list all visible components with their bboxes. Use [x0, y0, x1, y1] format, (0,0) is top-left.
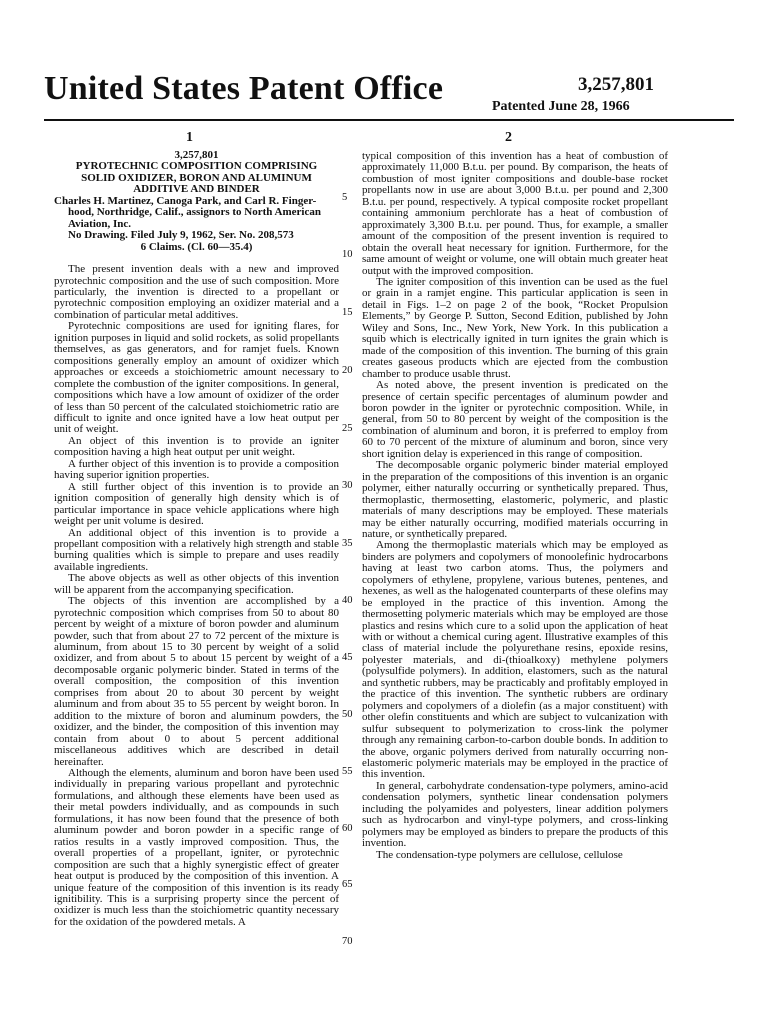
column-number-right: 2 — [505, 130, 512, 145]
paragraph: A further object of this invention is to provide a composition having superior ignition properties. — [54, 457, 339, 482]
paragraph: Among the thermoplastic materials which may be employed as binders are polymers and copolymers of monoolefinic hydrocarbons having at least two carbon atoms. Thus, the polymers and copolymers of ethylene, propylene, various butenes, pentenes, and hexenes, as well as the halogenated counterparts of these olefins may be employed in the practice of this invention. Among the thermosetting polymeric materials which may be employed are those plastics and resins which cure to a solid upon the application of heat with or without a chemical curing agent. Illustrative examples of this class of material include the polyurethane resins, epoxide resins, polyester materials, and di-(thioalkoxy) methylene polymers (polysulfide polymers). In addition, elastomers, such as the natural and synthetic rubbers, may be practicably and profitably employed in the practice of this invention. The synthetic rubbers are ordinary polymers and copolymers of a diolefin (as a major constituent) with other olefin constituents and which are subject to vulcanization with sulfur subsequent to polymerization to cross-link the polymer through any remaining carbon-to-carbon double bonds. In addition to the above, organic polymers derived from naturally occurring non-elastomeric polymeric materials may be employed in the practice of this invention. — [362, 539, 668, 781]
patent-number: 3,257,801 — [578, 74, 654, 95]
patent-header — [54, 150, 339, 196]
line-number: 55 — [342, 766, 353, 777]
paragraph: The above objects as well as other objects of this invention will be apparent from the accompanying specification. — [54, 572, 339, 596]
paragraph: In general, carbohydrate condensation-type polymers, amino-acid condensation polymers, synthetic linear condensation polymers including the polyamides and polyesters, linear addition polymers such as hydrocarbon and vinyl-type polymers, and cross-linking polymers may be employed as binders to prepare the products of this invention. — [362, 779, 668, 850]
line-number: 30 — [342, 480, 353, 491]
inventors-line: Charles H. Martinez, Canoga Park, and Carl R. Finger- — [54, 194, 317, 207]
paragraph: typical composition of this invention has a heat of combustion of approximately 11,000 B.t.u. per pound. By comparison, the heats of combustion of most igniter compositions and double-base rocket propellants now in use are about 3,000 B.t.u. per pound and 2,300 B.t.u. per pound, respectively. A typical composite rocket propellant containing ammonium perchlorate has a heat of combustion of approximately 3,300 B.t.u. per pound. Thus, for example, a smaller amount of the composition of the present invention is required to obtain the overall heat necessary for ignition. Furthermore, for the same amount of weight or volume, one will obtain much greater heat output with the improved composition. — [362, 150, 668, 277]
filing-line: No Drawing. Filed July 9, 1962, Ser. No. 208,573 — [68, 229, 294, 242]
inventors-line: Aviation, Inc. — [68, 217, 132, 230]
line-number: 35 — [342, 538, 353, 549]
paragraph: An additional object of this invention is to provide a propellant composition with a relatively high strength and stable burning qualities which is simple to prepare and uses readily available ingredients. — [54, 526, 339, 573]
line-number: 5 — [342, 192, 348, 203]
column-number-left: 1 — [186, 130, 193, 145]
office-title: United States Patent Office — [44, 70, 444, 107]
paragraph: The igniter composition of this invention can be used as the fuel or grain in a ramjet engine. This particular application is seen in detail in Figs. 1–2 on page 2 of the book, “Rocket Propulsion Elements,” by George P. Sutton, Second Edition, published by John Wiley and Sons, Inc., New York, New York. In this publication a squib which is electrically ignited in turn ignites the grain which is made of the composition of this invention. The burning of this grain creates gaseous products which are ejected from the combustion chamber to produce usable thrust. — [362, 275, 668, 380]
line-number: 70 — [342, 936, 353, 947]
paragraph: The decomposable organic polymeric binder material employed in the preparation of the compositions of this invention is an organic polymer, either naturally occurring or synthetically prepared. Thus, thermoplastic, thermosetting, elastomeric, polymeric, and plastic materials of many descriptions may be employed. These materials may be either naturally occurring, modified materials occurring in nature, or synthetically prepared. — [362, 459, 668, 540]
paragraph: The objects of this invention are accomplished by a pyrotechnic composition which comprises from 50 to about 80 percent by weight of a mixture of boron powder and aluminum powder, such that from about 27 to 72 percent of the mixture is aluminum, from about 15 to 30 percent by weight of a solid oxidizer, and from about 5 to about 15 percent by weight of a decomposable organic polymeric binder. Stated in terms of the overall composition, the composition of this invention comprises from about 20 to about 30 percent by weight aluminum and from about 35 to 55 percent by weight boron. In addition to the mixture of boron and aluminum powders, the oxidizer, and the binder, the composition of this invention may contain from about 0 to about 5 percent additional miscellaneous additives which are described in detail hereinafter. — [54, 595, 339, 768]
paragraph: As noted above, the present invention is predicated on the presence of certain specific percentages of aluminum powder and boron powder in the igniter or pyrotechnic composition. While, in general, from 50 to 80 percent by weight of the composition is the combination of aluminum and boron, it is preferred to employ from 60 to 70 percent of the mixture of aluminum and boron, since very short ignition delay is experienced in this range of composition. — [362, 379, 668, 460]
paragraph: Although the elements, aluminum and boron have been used individually in preparing various propellant and pyrotechnic formulations, and although these elements have been used as their metal powders individually, and as compounds in such formulations, it has now been found that the presence of both aluminum powder and boron powder in a specific range of ratios results in a vastly improved composition. Thus, the overall properties of a propellant, igniter, or pyrotechnic composition are such that a highly synergistic effect of greater heat output is produced by the composition of this invention. A unique feature of the composition of this invention is its ready ignitibility. This is a surprising property since the percent of oxidizer is much less than the stoichiometric quantity necessary for the oxidation of the powdered metals. A — [54, 767, 339, 928]
line-number: 20 — [342, 365, 353, 376]
claims-line: 6 Claims. (Cl. 60—35.4) — [140, 240, 253, 253]
header-title-line: PYROTECHNIC COMPOSITION COMPRISING — [75, 160, 318, 173]
line-number: 40 — [342, 595, 353, 606]
left-column — [54, 150, 339, 928]
header-title-line: ADDITIVE AND BINDER — [133, 183, 260, 196]
line-number: 60 — [342, 823, 353, 834]
header-number: 3,257,801 — [174, 149, 219, 161]
line-number: 15 — [342, 307, 353, 318]
right-column — [362, 151, 668, 861]
header-rule — [44, 119, 734, 121]
inventors-line: hood, Northridge, Calif., assignors to North American — [68, 206, 321, 219]
patent-date: Patented June 28, 1966 — [492, 99, 630, 114]
paragraph: The present invention deals with a new and improved pyrotechnic composition and the use of such composition. More particularly, the invention is directed to a propellant or pyrotechnic composition employing an oxidizer material and a combination of particular metal additives. — [54, 263, 339, 321]
line-number: 50 — [342, 709, 353, 720]
line-number: 10 — [342, 249, 353, 260]
paragraph: An object of this invention is to provide an igniter composition having a high heat output per unit weight. — [54, 434, 339, 459]
line-number: 25 — [342, 423, 353, 434]
paragraph: A still further object of this invention is to provide an ignition composition of generally high density which is of particular importance in space vehicle applications where high weight per unit volume is desired. — [54, 480, 339, 528]
line-number: 65 — [342, 879, 353, 890]
paragraph: Pyrotechnic compositions are used for igniting flares, for ignition purposes in liquid and solid rockets, as solid propellants themselves, as gas generators, and for ramjet fuels. Known compositions generally employ an amount of oxidizer which approaches or exceeds a stoichiometric amount necessary to complete the combustion of the igniter compositions. In general, compositions which have a low amount of oxidizer of the order of less than 50 percent of the calculated stoichiometric ratio are difficult to ignite and once ignited have a low heat output per unit of weight. — [54, 320, 339, 436]
paragraph: The condensation-type polymers are cellulose, cellulose — [376, 848, 623, 861]
header-title-line: SOLID OXIDIZER, BORON AND ALUMINUM — [81, 171, 312, 184]
line-number: 45 — [342, 652, 353, 663]
